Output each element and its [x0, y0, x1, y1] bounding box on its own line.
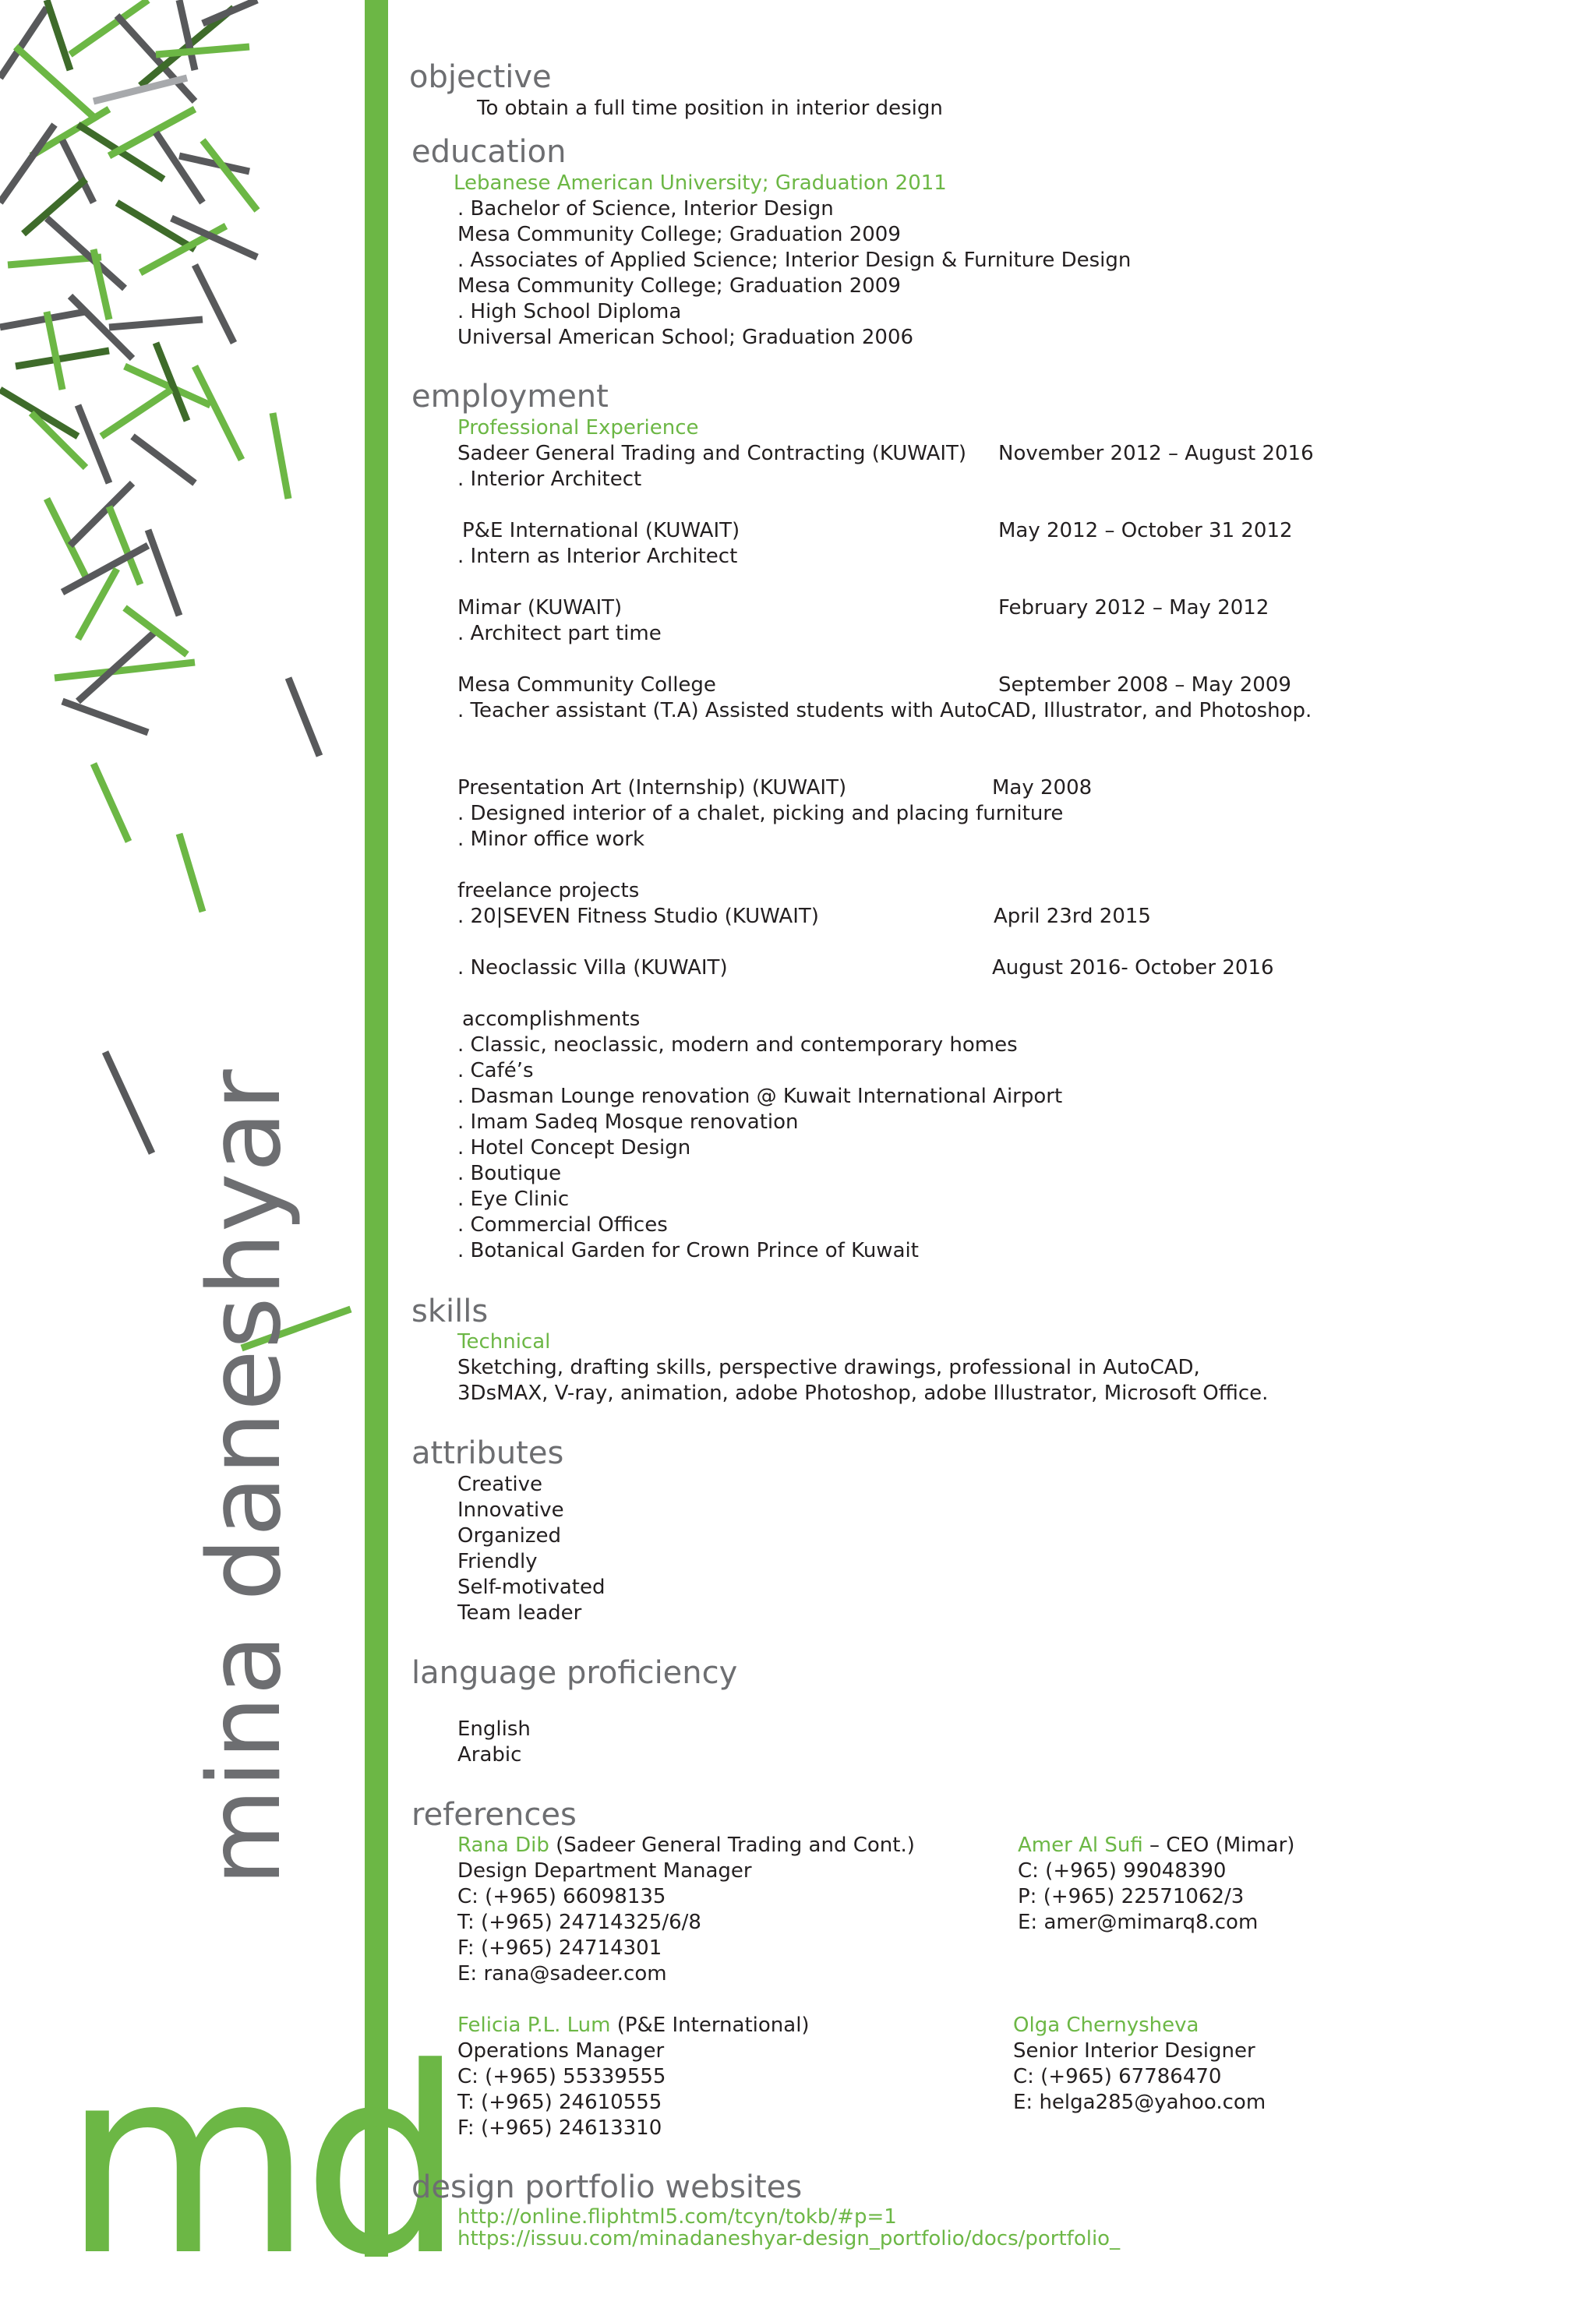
- freelance-dates: April 23rd 2015: [994, 905, 1151, 928]
- job-role: . Teacher assistant (T.A) Assisted students with AutoCAD, Illustrator, and Photoshop.: [457, 699, 1312, 722]
- job-role: . Interior Architect: [457, 468, 642, 491]
- education-line: Mesa Community College; Graduation 2009: [457, 223, 901, 246]
- language-item: English: [457, 1717, 531, 1741]
- stick: [109, 319, 203, 327]
- education-line: . High School Diploma: [457, 300, 682, 323]
- reference-line: Senior Interior Designer: [1013, 2039, 1255, 2063]
- reference-name: Felicia P.L. Lum: [457, 2014, 611, 2037]
- stick: [55, 662, 195, 678]
- accomplishment-item: . Café’s: [457, 1059, 534, 1082]
- stick: [148, 530, 179, 616]
- reference-org: – CEO (Mimar): [1142, 1834, 1295, 1857]
- reference-name: Rana Dib: [457, 1834, 549, 1857]
- attribute-item: Self-motivated: [457, 1576, 606, 1599]
- reference-line: E: helga285@yahoo.com: [1013, 2091, 1266, 2114]
- education-line: . Associates of Applied Science; Interior Design & Furniture Design: [457, 249, 1132, 272]
- stick: [16, 47, 94, 117]
- reference-name: Olga Chernysheva: [1013, 2014, 1199, 2037]
- freelance-item: . 20|SEVEN Fitness Studio (KUWAIT): [457, 905, 819, 928]
- job-company: Mesa Community College: [457, 673, 716, 697]
- stick: [47, 0, 70, 70]
- attribute-item: Friendly: [457, 1550, 538, 1573]
- stick: [288, 678, 320, 756]
- accomplishment-item: . Dasman Lounge renovation @ Kuwait International Airport: [457, 1085, 1063, 1108]
- stick: [132, 436, 195, 483]
- stick: [62, 701, 148, 732]
- job-company: P&E International (KUWAIT): [462, 519, 740, 542]
- employment-subheading: Professional Experience: [457, 416, 699, 439]
- reference-line: Design Department Manager: [457, 1859, 752, 1883]
- attribute-item: Creative: [457, 1473, 543, 1496]
- skills-line: 3DsMAX, V-ray, animation, adobe Photoshop, adobe Illustrator, Microsoft Office.: [457, 1382, 1269, 1405]
- language-heading: language proficiency: [411, 1655, 738, 1691]
- freelance-item: . Neoclassic Villa (KUWAIT): [457, 956, 728, 980]
- stick: [140, 226, 226, 273]
- education-line: . Bachelor of Science, Interior Design: [457, 197, 834, 221]
- attribute-item: Team leader: [457, 1601, 582, 1625]
- education-line: Mesa Community College; Graduation 2009: [457, 274, 901, 298]
- job-role: . Intern as Interior Architect: [457, 545, 738, 568]
- stick: [156, 132, 203, 203]
- accomplishment-item: . Imam Sadeq Mosque renovation: [457, 1110, 799, 1134]
- attributes-heading: attributes: [411, 1435, 564, 1471]
- skills-line: Sketching, drafting skills, perspective drawings, professional in AutoCAD,: [457, 1356, 1200, 1379]
- freelance-label: freelance projects: [457, 879, 640, 902]
- job-company: Sadeer General Trading and Contracting (KUWAIT): [457, 442, 967, 465]
- stick: [101, 390, 171, 436]
- reference-line: T: (+965) 24714325/6/8: [457, 1911, 701, 1934]
- job-company: Mimar (KUWAIT): [457, 596, 623, 619]
- job-dates: February 2012 – May 2012: [998, 596, 1269, 619]
- stick: [0, 312, 86, 327]
- reference-line: C: (+965) 99048390: [1018, 1859, 1227, 1883]
- reference-line: E: rana@sadeer.com: [457, 1962, 667, 1985]
- job-role: . Designed interior of a chalet, picking and placing furniture: [457, 802, 1064, 825]
- reference-name-line: [1018, 1834, 1294, 1857]
- freelance-dates: August 2016- October 2016: [992, 956, 1274, 980]
- stick: [195, 265, 234, 343]
- reference-line: P: (+965) 22571062/3: [1018, 1885, 1245, 1908]
- reference-line: F: (+965) 24714301: [457, 1936, 662, 1960]
- portfolio-link[interactable]: https://issuu.com/minadaneshyar-design_portfolio/docs/portfolio_: [457, 2227, 1121, 2250]
- skills-subheading: Technical: [457, 1330, 551, 1354]
- reference-line: E: amer@mimarq8.com: [1018, 1911, 1259, 1934]
- reference-org: (P&E International): [610, 2014, 810, 2037]
- job-role: . Minor office work: [457, 828, 645, 851]
- accomplishment-item: . Hotel Concept Design: [457, 1136, 691, 1160]
- reference-line: C: (+965) 55339555: [457, 2065, 666, 2088]
- reference-line: C: (+965) 67786470: [1013, 2065, 1222, 2088]
- stick: [70, 0, 148, 55]
- education-line: Universal American School; Graduation 2006: [457, 326, 914, 349]
- objective-heading: objective: [409, 59, 552, 95]
- references-heading: references: [411, 1797, 577, 1833]
- education-line: Lebanese American University; Graduation 2011: [454, 171, 947, 195]
- job-dates: May 2008: [992, 776, 1093, 799]
- stick: [0, 125, 55, 203]
- accomplishment-item: . Botanical Garden for Crown Prince of Kuwait: [457, 1239, 919, 1262]
- education-heading: education: [411, 134, 567, 170]
- language-item: Arabic: [457, 1743, 522, 1767]
- stick: [109, 109, 195, 156]
- job-dates: May 2012 – October 31 2012: [998, 519, 1293, 542]
- stick: [195, 366, 242, 460]
- stick: [273, 413, 288, 499]
- accomplishment-item: . Classic, neoclassic, modern and contemporary homes: [457, 1033, 1018, 1057]
- accomplishments-label: accomplishments: [462, 1008, 641, 1031]
- stick: [105, 1052, 152, 1153]
- stick: [78, 405, 109, 483]
- decorative-sticks-graphic: [0, 0, 366, 1403]
- reference-name-line: [457, 1834, 915, 1857]
- attribute-item: Organized: [457, 1524, 561, 1548]
- accomplishment-item: . Boutique: [457, 1162, 562, 1185]
- monogram: md: [62, 2013, 454, 2312]
- objective-text: To obtain a full time position in interior design: [477, 97, 943, 120]
- reference-name: Amer Al Sufi: [1018, 1834, 1143, 1857]
- reference-line: F: (+965) 24613310: [457, 2116, 662, 2140]
- skills-heading: skills: [411, 1294, 489, 1329]
- stick: [179, 0, 195, 70]
- stick: [203, 140, 257, 210]
- stick: [16, 351, 109, 366]
- stick: [156, 47, 249, 55]
- job-dates: September 2008 – May 2009: [998, 673, 1291, 697]
- accomplishment-item: . Eye Clinic: [457, 1188, 570, 1211]
- reference-org: (Sadeer General Trading and Cont.): [549, 1834, 915, 1857]
- reference-line: C: (+965) 66098135: [457, 1885, 666, 1908]
- portfolio-link[interactable]: http://online.fliphtml5.com/tcyn/tokb/#p=1: [457, 2205, 897, 2229]
- reference-name-line: [1013, 2014, 1199, 2037]
- reference-line: Operations Manager: [457, 2039, 665, 2063]
- candidate-name: mina daneshyar: [187, 1068, 303, 1886]
- stick: [203, 0, 257, 23]
- stick: [47, 312, 62, 390]
- employment-heading: employment: [411, 379, 609, 415]
- attribute-item: Innovative: [457, 1498, 564, 1522]
- job-dates: November 2012 – August 2016: [998, 442, 1314, 465]
- stick: [47, 218, 125, 288]
- portfolio-heading: design portfolio websites: [411, 2169, 803, 2205]
- reference-name-line: [457, 2014, 810, 2037]
- job-company: Presentation Art (Internship) (KUWAIT): [457, 776, 847, 799]
- job-role: . Architect part time: [457, 622, 662, 645]
- accomplishment-item: . Commercial Offices: [457, 1213, 668, 1237]
- stick: [0, 390, 78, 436]
- stick: [94, 764, 129, 842]
- stick: [179, 834, 203, 912]
- reference-line: T: (+965) 24610555: [457, 2091, 662, 2114]
- vertical-accent-bar: [365, 0, 388, 2257]
